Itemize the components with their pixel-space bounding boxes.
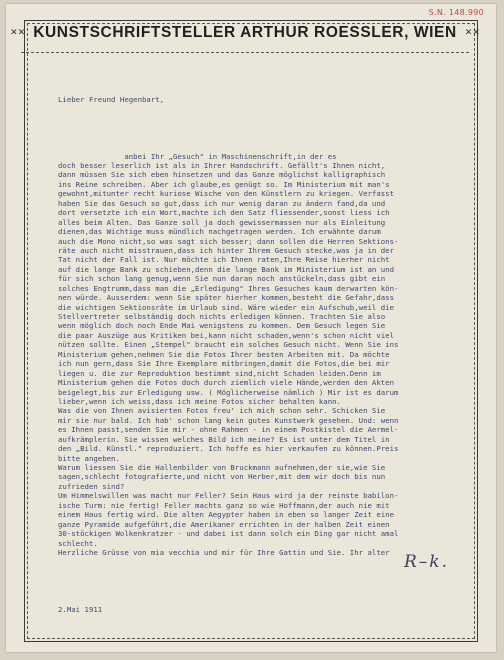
letterhead-title: KUNSTSCHRIFTSTELLER ARTHUR ROESSLER, WIEN <box>33 24 457 41</box>
letter-line: Stellvertreter selbständig doch nichts erledigen können. Trachten Sie also <box>58 312 386 322</box>
letter-line: haben Sie das Gesuch so gut,dass ich nur wenig daran zu ändern fand,da und <box>58 198 386 208</box>
letter-line: den „Bild. Künstl." reproduziert. Ich hoffe es hier verkaufen zu können.Preis <box>58 444 399 454</box>
handwritten-signature: R–k. <box>404 552 450 572</box>
letter-line: doch besser leserlich ist als in Ihrer Handschrift. Gefällt's Ihnen nicht, <box>58 161 386 171</box>
blank-line <box>58 123 462 132</box>
letter-line: solches Engtrumm,dass man die „Erledigung" Ihres Gesuches kaum derwarten kön- <box>58 283 399 293</box>
letter-line: beigelegt,bis zur Erledigung usw. ( Möglicherweise nämlich ) Mir ist es darum <box>58 387 399 397</box>
letter-line: einem Haus fertig wird. Die alten Aegypter haben in eben so langer Zeit eine <box>58 510 395 520</box>
letter-line: nützen sollte. Einen „Stempel" braucht ein solches Gesuch nicht. Wenn Sie ins <box>58 340 399 350</box>
ornament-left-icon: ✕✕ <box>10 28 26 38</box>
letter-line: dienen,das Wichtige muss mündlich nachgetragen werden. Ich erwähnte darum <box>58 227 381 237</box>
letter-line: ganze Pyramide aufgeführt,die Amerikaner errichten in der halben Zeit einen <box>58 519 390 529</box>
letter-line: wenn möglich doch noch Ende Mai wenigstens zu kommen. Dem Gesuch legen Sie <box>58 321 386 331</box>
letter-line: nen würde. Ausserdem: wenn Sie später hierher kommen,besteht die Gefahr,dass <box>58 293 395 303</box>
letter-line: dann müssen Sie sich eben hinsetzen und das Ganze möglichst kalligraphisch <box>58 170 386 180</box>
letter-line: ich nun gern,dass Sie Ihre Exemplare mitbringen,damit die Fotos,die bei mir <box>58 359 390 369</box>
letter-line: liegen u. die zur Reproduktion bestimmt sind,nicht Schaden leiden.Denn im <box>58 368 381 378</box>
letter-line: auf die lange Bank zu schieben,denn die lange Bank im Ministerium ist an und <box>58 264 395 274</box>
letter-line: alles beim Alten. Das Ganze soll ja doch gewissermassen nur als Einleitung <box>58 217 386 227</box>
letter-line: Was die von Ihnen avisierten Fotos freu' ich mich schon sehr. Schicken Sie <box>58 406 386 416</box>
letter-line: die paar Auszüge aus Kritiken bei,kann nicht schaden,wenn's schon nicht viel <box>58 330 395 340</box>
letter-line: Herzliche Grüsse von mia vecchia und mir für Ihre Gattin und Sie. Ihr alter <box>58 547 390 557</box>
letter-line: ische Turm: nie fertig! Feller machts ganz so wie Hoffmann,der auch nie mit <box>58 500 390 510</box>
letter-line: sagen,schlecht fotografierte,und nicht von Herber,mit dem wir doch bis nun <box>58 472 386 482</box>
letter-line: Ministerium gehen die Fotos doch durch ziemlich viele Hände,werden den Akten <box>58 378 395 388</box>
blank-line <box>58 576 462 585</box>
letter-line: räte auch nicht misstrauen,dass ich hinter Ihrem Gesuch stecke,was ja in der <box>58 245 395 255</box>
letter-line: die wichtigen Sektionsräte im Urlaub sind. Wäre wieder ein Aufschub,weil die <box>58 302 395 312</box>
letter-line: für sich schon lang genug,wenn Sie nun daran noch anstückeln,dass gibt ein <box>58 274 386 284</box>
ornament-right-icon: ✕✕ <box>464 28 480 38</box>
letterhead-divider <box>21 52 469 53</box>
letter-line: Warum liessen Sie die Hallenbilder von Bruckmann aufnehmen,der sie,wie Sie <box>58 463 386 473</box>
letter-line: zufrieden sind? <box>58 481 125 491</box>
letter-date: 2.Mai 1911 <box>58 604 103 614</box>
letter-body <box>58 76 462 624</box>
letter-line: lieber,wenn ich weiss,dass ich meine Fotos sicher behalten kann. <box>58 396 341 406</box>
letter-line: schlecht. <box>58 538 98 548</box>
letter-line: Um Himmelswillen was macht nur Feller? Sein Haus wird ja der reinste babilon- <box>58 491 399 501</box>
letter-line: Ministerium gehen,nehmen Sie die Fotos Ihrer besten Arbeiten mit. Da möchte <box>58 349 390 359</box>
letterhead <box>10 16 480 50</box>
salutation: Lieber Freund Hegenbart, <box>58 94 165 104</box>
letter-line: ins Reine schreiben. Aber ich glaube,es genügt so. Im Ministerium mit man's <box>58 179 390 189</box>
letter-line: auch die Mono nicht,so was sagt sich besser; dann sollen die Herren Sektions- <box>58 236 399 246</box>
letter-line: gewohnt,mitunter recht kuriose Wische von den Künstlern zu kriegen. Verfasst <box>58 189 395 199</box>
letter-line: es Ihnen passt,senden Sie mir - ohne Rahmen - in einem Postkistel die Aermel- <box>58 425 399 435</box>
letter-line: bitte angeben. <box>58 453 120 463</box>
letter-line: anbei Ihr „Gesuch" in Maschinenschrift,in der es <box>58 151 337 161</box>
letter-line: aufkrämplerin. Sie wissen welches Bild ich meine? Es ist unter dem Titel in <box>58 434 390 444</box>
archive-stamp: S.N. 148.990 <box>428 8 484 17</box>
letter-line: mir sie nur bald. Ich hab' schon lang kein gutes Kunstwerk gesehen. Und: wenn <box>58 415 399 425</box>
letter-line: 30-stöckigen Wolkenkratzer - und dabei ist dann solch ein Ding gar nicht amal <box>58 529 399 539</box>
letter-line: Tat nicht der Fall ist. Nur möchte ich Ihnen raten,Ihre Reise hierher nicht <box>58 255 390 265</box>
letter-line: dort versetzte ich ein Wort,machte ich den Satz fliessender,sonst liess ich <box>58 208 390 218</box>
letter-text <box>58 152 462 558</box>
